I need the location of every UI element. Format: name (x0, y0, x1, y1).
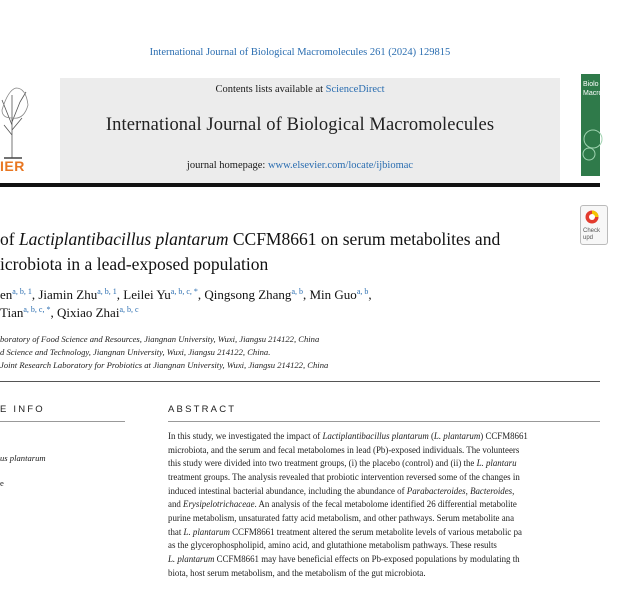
abstract-italic-term: L. plantarum (168, 553, 215, 564)
abstract-text: ) CCFM8661 (480, 431, 528, 441)
abstract-text: and (168, 499, 184, 510)
abstract-text: , (465, 485, 471, 496)
homepage-link[interactable]: www.elsevier.com/locate/ijbiomac (267, 160, 414, 171)
abstract-line (168, 498, 628, 512)
article-title-line-1 (0, 229, 500, 250)
abstract-italic-term: L. plantaru (476, 458, 517, 469)
author-name[interactable]: , Qixiao Zhai (50, 305, 120, 320)
title-species: Lactiplantibacillus plantarum (18, 229, 229, 249)
abstract-text: , (512, 485, 515, 496)
abstract-italic-term: Parabacteroides (406, 485, 466, 496)
author-name[interactable]: , (368, 287, 372, 302)
author-name[interactable]: Tian (0, 305, 24, 320)
author-name[interactable]: , Qingsong Zhang (197, 287, 292, 302)
journal-citation[interactable]: International Journal of Biological Macromolecules 261 (2024) 129815 (149, 47, 451, 58)
abstract-line (168, 485, 628, 499)
abstract-heading: ABSTRACT (168, 404, 237, 415)
abstract-text: induced intestinal bacterial abundance, including the abundance of (168, 485, 407, 496)
abstract-text: this study were divided into two treatment groups, (i) the placebo (control) and (ii) the (168, 458, 477, 469)
article-info-rule (0, 421, 125, 422)
contents-line (0, 84, 600, 95)
author-name[interactable]: , Leilei Yu (116, 287, 171, 302)
author-affiliation-marker[interactable]: a, b, 1 (97, 287, 117, 296)
journal-cover-thumbnail[interactable] (581, 74, 603, 176)
abstract-italic-term: Bacteroides (470, 485, 513, 496)
sciencedirect-link[interactable]: ScienceDirect (325, 84, 385, 95)
abstract-line (168, 444, 628, 458)
author-affiliation-marker[interactable]: a, b, c, * (170, 287, 198, 296)
abstract-line (168, 567, 628, 581)
abstract-body (168, 430, 628, 580)
abstract-line (168, 512, 628, 526)
author-affiliation-marker[interactable]: a, b, 1 (12, 287, 32, 296)
author-affiliation-marker[interactable]: a, b (291, 287, 303, 296)
abstract-text: In this study, we investigated the impact of (168, 431, 323, 441)
abstract-text: CCFM8661 treatment altered the serum metabolite levels of various metabolic pa (229, 526, 522, 537)
abstract-italic-term: L. plantarum (183, 526, 230, 537)
author-name[interactable]: , Jiamin Zhu (31, 287, 98, 302)
author-list-line-1 (0, 287, 372, 303)
title-text: CCFM8661 on serum metabolites and (228, 229, 501, 249)
article-title-line-2: icrobiota in a lead-exposed population (0, 254, 269, 274)
affiliation-b: d Science and Technology, Jiangnan University, Wuxi, Jiangsu 214122, China. (0, 347, 271, 357)
abstract-rule (168, 421, 600, 422)
title-text: of (0, 229, 19, 249)
author-affiliation-marker[interactable]: a, b, c, * (23, 305, 51, 314)
author-affiliation-marker[interactable]: a, b (356, 287, 369, 296)
header-divider (0, 183, 600, 187)
article-info-heading: E INFO (0, 404, 45, 415)
abstract-line (168, 430, 628, 444)
keyword: e (0, 478, 4, 488)
crossmark-icon (585, 210, 599, 224)
abstract-line (168, 457, 628, 471)
homepage-prefix: journal homepage: (186, 160, 268, 171)
check-for-updates-label: Check upd (583, 228, 601, 241)
publisher-logo-text: IER (0, 158, 25, 174)
abstract-italic-term: L. plantarum (433, 431, 481, 441)
abstract-text: CCFM8661 may have beneficial effects on Pb-exposed populations by modulating th (214, 553, 520, 564)
keyword: us plantarum (0, 453, 46, 463)
abstract-line (168, 553, 628, 567)
author-name[interactable]: en (0, 287, 13, 302)
affiliation-c: Joint Research Laboratory for Probiotics at Jiangnan University, Wuxi, Jiangsu 214122, China (0, 360, 329, 370)
abstract-line (168, 539, 628, 553)
abstract-text: ( (428, 431, 434, 441)
abstract-line (168, 526, 628, 540)
check-for-updates-badge[interactable] (580, 205, 608, 245)
author-list-line-2 (0, 305, 139, 321)
affiliation-divider (0, 381, 600, 382)
affiliation-a: boratory of Food Science and Resources, Jiangnan University, Wuxi, Jiangsu 214122, China (0, 334, 320, 344)
abstract-line (168, 471, 628, 485)
abstract-text: purine metabolism, unsaturated fatty acid metabolism, and other pathways. Serum metabolite ana (168, 512, 515, 523)
author-name[interactable]: , Min Guo (303, 287, 357, 302)
abstract-italic-term: Lactiplantibacillus plantarum (322, 431, 429, 441)
abstract-text: treatment groups. The analysis revealed that probiotic intervention reversed some of the changes in (168, 471, 520, 482)
abstract-italic-term: Erysipelotrichaceae (183, 499, 255, 510)
abstract-text: microbiota, and the serum and fecal metabolomes in lead (Pb)-exposed individuals. The volunteers (168, 444, 520, 455)
author-affiliation-marker[interactable]: a, b, c (119, 305, 139, 314)
abstract-text: . An analysis of the fecal metabolome identified 26 differential metabolite (254, 499, 517, 510)
journal-title: International Journal of Biological Macromolecules (105, 115, 495, 135)
journal-homepage (0, 160, 600, 171)
elsevier-tree-logo-icon (0, 80, 30, 160)
cover-graphic-icon (581, 114, 600, 174)
contents-prefix: Contents lists available at (215, 84, 326, 95)
cover-title: Biolo Macro (583, 81, 603, 97)
abstract-text: that (168, 526, 184, 537)
abstract-text: biota, host serum metabolism, and the metabolism of the gut microbiota. (168, 567, 426, 578)
abstract-text: as the glycerophospholipid, amino acid, and glutathione metabolism pathways. These results (168, 540, 497, 551)
